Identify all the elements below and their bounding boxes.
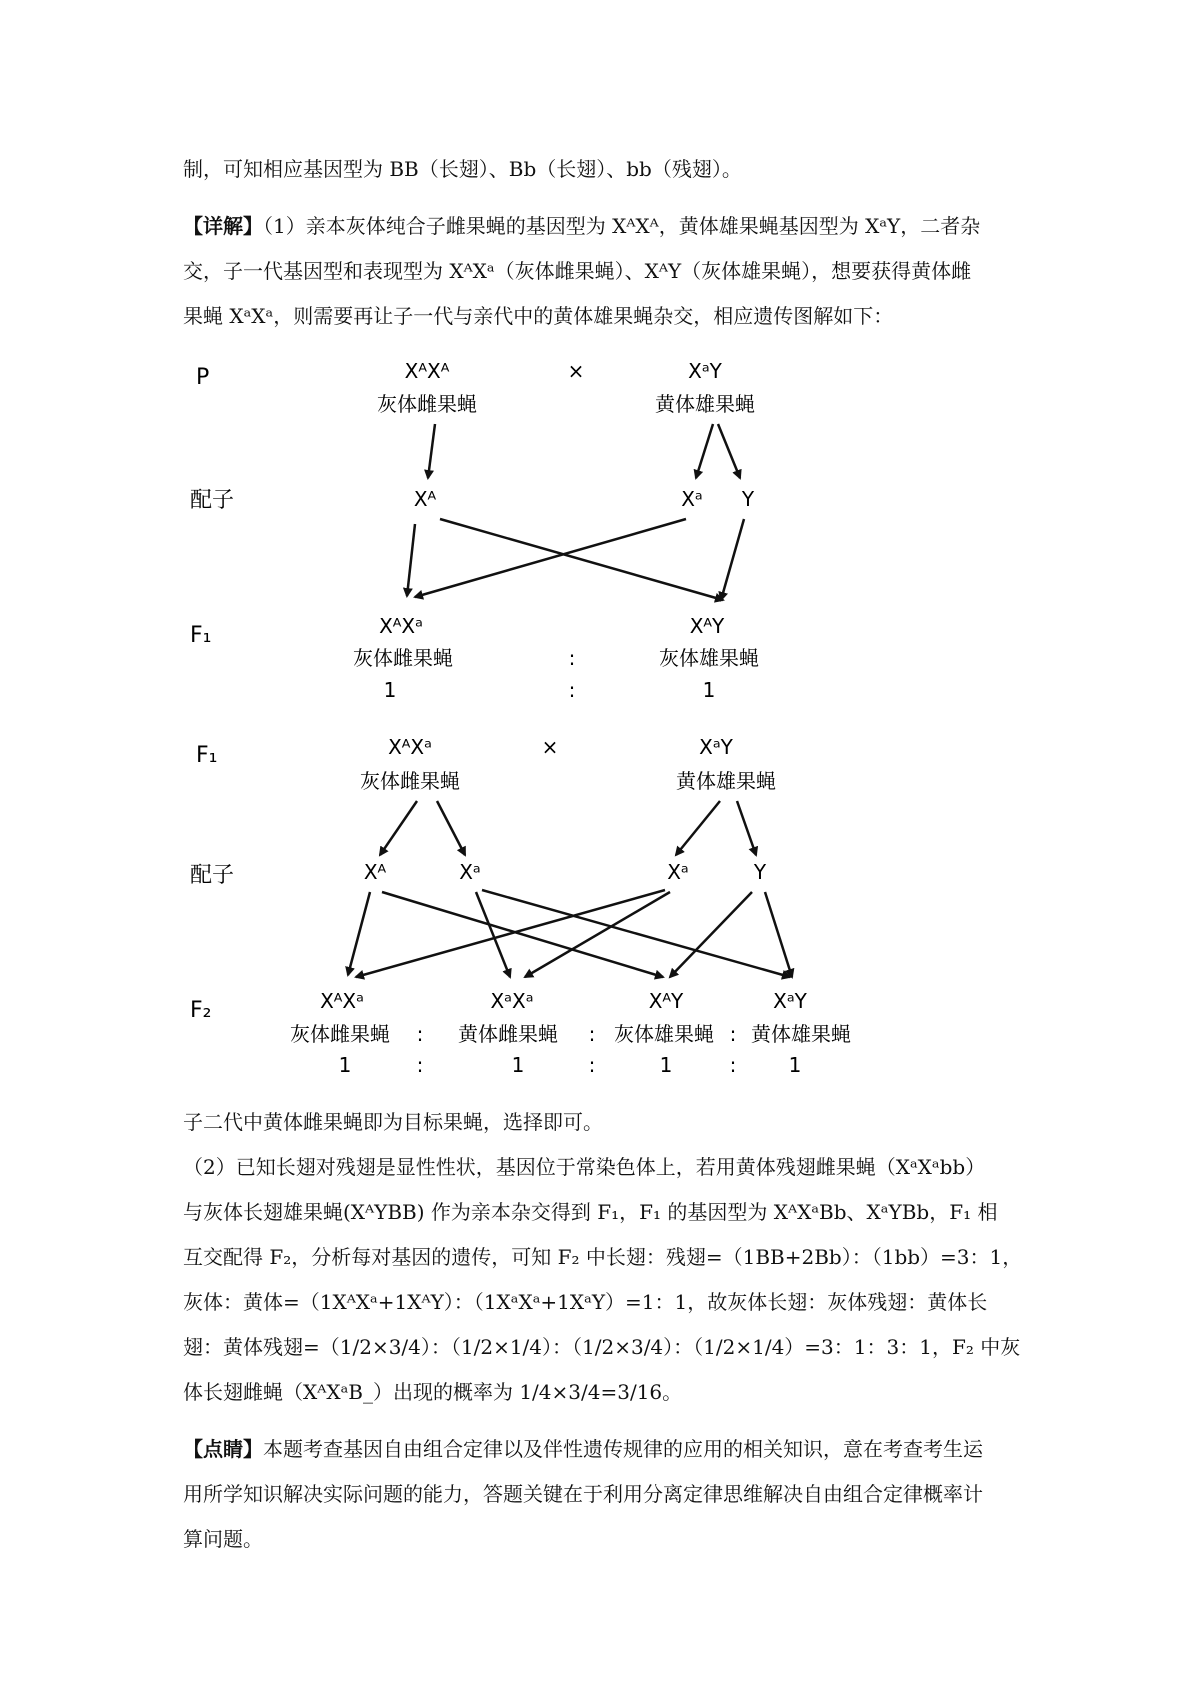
offspring-genotype: XᴬY (689, 614, 725, 638)
arrow (525, 892, 670, 977)
text-line-4: 果蝇 XᵃXᵃ，则需要再让子一代与亲代中的黄体雄果蝇杂交，相应遗传图解如下： (183, 304, 894, 328)
gamete-y-father: Y (741, 487, 755, 511)
text-line-10: 翅：黄体残翅=（1/2×3/4）：（1/2×1/4）：（1/2×3/4）：（1/2×1/4）=3：1：3：1，F₂ 中灰 (183, 1335, 1021, 1359)
ratio-colon: : (729, 1053, 737, 1077)
gamete: Xᵃ (667, 860, 689, 884)
offspring-phenotype: 黄体雄果蝇 (751, 1022, 851, 1046)
arrow (676, 801, 720, 855)
text-line-2 (183, 212, 1028, 240)
gamete: Xᵃ (459, 860, 481, 884)
arrow (721, 519, 744, 600)
father-phenotype: 黄体雄果蝇 (655, 392, 755, 416)
arrow (670, 892, 752, 977)
gamete-xa-mother: Xᴬ (413, 487, 437, 511)
detail-text: （1）亲本灰体纯合子雌果蝇的基因型为 XᴬXᴬ，黄体雄果蝇基因型为 XᵃY，二者杂 (263, 214, 981, 238)
text-line-13: 用所学知识解决实际问题的能力，答题关键在于利用分离定律思维解决自由组合定律概率计 (183, 1482, 983, 1506)
mother-phenotype: 灰体雌果蝇 (377, 392, 477, 416)
label-p: P (196, 365, 210, 390)
arrow (696, 424, 713, 478)
offspring-genotype: XᴬY (648, 989, 684, 1013)
arrow (440, 519, 723, 600)
offspring-phenotype: 灰体雌果蝇 (353, 646, 453, 670)
ratio-value: 1 (511, 1053, 525, 1077)
comment-text: 本题考查基因自由组合定律以及伴性遗传规律的应用的相关知识，意在考查考生运 (263, 1437, 983, 1461)
mother-genotype: XᴬXᵃ (388, 735, 432, 759)
ratio-value: 1 (659, 1053, 673, 1077)
mother-genotype: XᴬXᴬ (404, 359, 450, 383)
text-line-5: 子二代中黄体雌果蝇即为目标果蝇，选择即可。 (183, 1110, 603, 1134)
text-line-3: 交，子一代基因型和表现型为 XᴬXᵃ（灰体雌果蝇）、XᴬY（灰体雄果蝇），想要获得黄体雌 (183, 259, 972, 283)
gamete-xa-father: Xᵃ (681, 487, 703, 511)
arrow (407, 524, 415, 596)
ratio-colon: : (568, 678, 576, 702)
arrow (737, 801, 756, 855)
diagram-p-cross (190, 359, 759, 702)
label-gamete: 配子 (190, 863, 235, 888)
ratio-value: 1 (788, 1053, 802, 1077)
text-line-14: 算问题。 (183, 1527, 263, 1551)
ratio-colon: : (729, 1022, 737, 1046)
father-genotype: XᵃY (699, 735, 733, 759)
label-gamete: 配子 (190, 488, 235, 513)
arrow (482, 890, 790, 977)
father-phenotype: 黄体雄果蝇 (676, 769, 776, 793)
arrow (415, 519, 686, 597)
offspring-genotype: XᵃXᵃ (490, 989, 534, 1013)
arrow (765, 892, 792, 977)
arrow (382, 892, 663, 977)
offspring-genotype: XᴬXᵃ (320, 989, 364, 1013)
ratio-colon: : (568, 646, 576, 670)
mother-phenotype: 灰体雌果蝇 (360, 769, 460, 793)
ratio-colon: : (588, 1022, 596, 1046)
arrow (718, 424, 740, 478)
gamete: Y (753, 860, 767, 884)
offspring-phenotype: 灰体雄果蝇 (614, 1022, 714, 1046)
ratio-value: 1 (338, 1053, 352, 1077)
text-line-11: 体长翅雌蝇（XᴬXᵃB_）出现的概率为 1/4×3/4=3/16。 (183, 1380, 683, 1404)
offspring-genotype: XᴬXᵃ (379, 614, 423, 638)
text-line-8: 互交配得 F₂，分析每对基因的遗传，可知 F₂ 中长翅：残翅=（1BB+2Bb）：（1bb）=3：1， (183, 1245, 1023, 1269)
ratio-colon: : (416, 1022, 424, 1046)
arrow (428, 424, 435, 478)
text-line-9: 灰体：黄体=（1XᴬXᵃ+1XᴬY）：（1XᵃXᵃ+1XᵃY）=1：1，故灰体长翅：灰体残翅：黄体长 (183, 1290, 988, 1314)
ratio-colon: : (416, 1053, 424, 1077)
text-line-12 (183, 1435, 1028, 1463)
ratio-colon: : (588, 1053, 596, 1077)
diagram-f1-cross (190, 735, 851, 1077)
text-line-7: 与灰体长翅雄果蝇(XᴬYBB) 作为亲本杂交得到 F₁，F₁ 的基因型为 XᴬXᵃBb、XᵃYBb，F₁ 相 (183, 1200, 998, 1224)
arrow (348, 892, 370, 975)
arrow (437, 801, 465, 855)
offspring-phenotype: 灰体雌果蝇 (290, 1022, 390, 1046)
ratio-value: 1 (702, 678, 716, 702)
arrow (476, 892, 510, 977)
father-genotype: XᵃY (688, 359, 722, 383)
label-f1: F₁ (190, 623, 212, 648)
ratio-value: 1 (383, 678, 397, 702)
offspring-phenotype: 黄体雌果蝇 (458, 1022, 558, 1046)
offspring-genotype: XᵃY (773, 989, 807, 1013)
label-f1: F₁ (196, 743, 218, 768)
gamete: Xᴬ (363, 860, 387, 884)
comment-tag: 【点睛】 (183, 1437, 263, 1461)
detail-tag: 【详解】 (183, 214, 263, 238)
arrow (356, 890, 665, 977)
text-line-6: （2）已知长翅对残翅是显性性状，基因位于常染色体上，若用黄体残翅雌果蝇（XᵃXᵃbb） (183, 1155, 986, 1179)
cross-sign: × (541, 735, 559, 759)
arrow (380, 801, 417, 855)
label-f2: F₂ (190, 998, 212, 1023)
text-line-1: 制，可知相应基因型为 BB（长翅）、Bb（长翅）、bb（残翅）。 (183, 157, 742, 181)
cross-sign: × (567, 359, 585, 383)
offspring-phenotype: 灰体雄果蝇 (659, 646, 759, 670)
